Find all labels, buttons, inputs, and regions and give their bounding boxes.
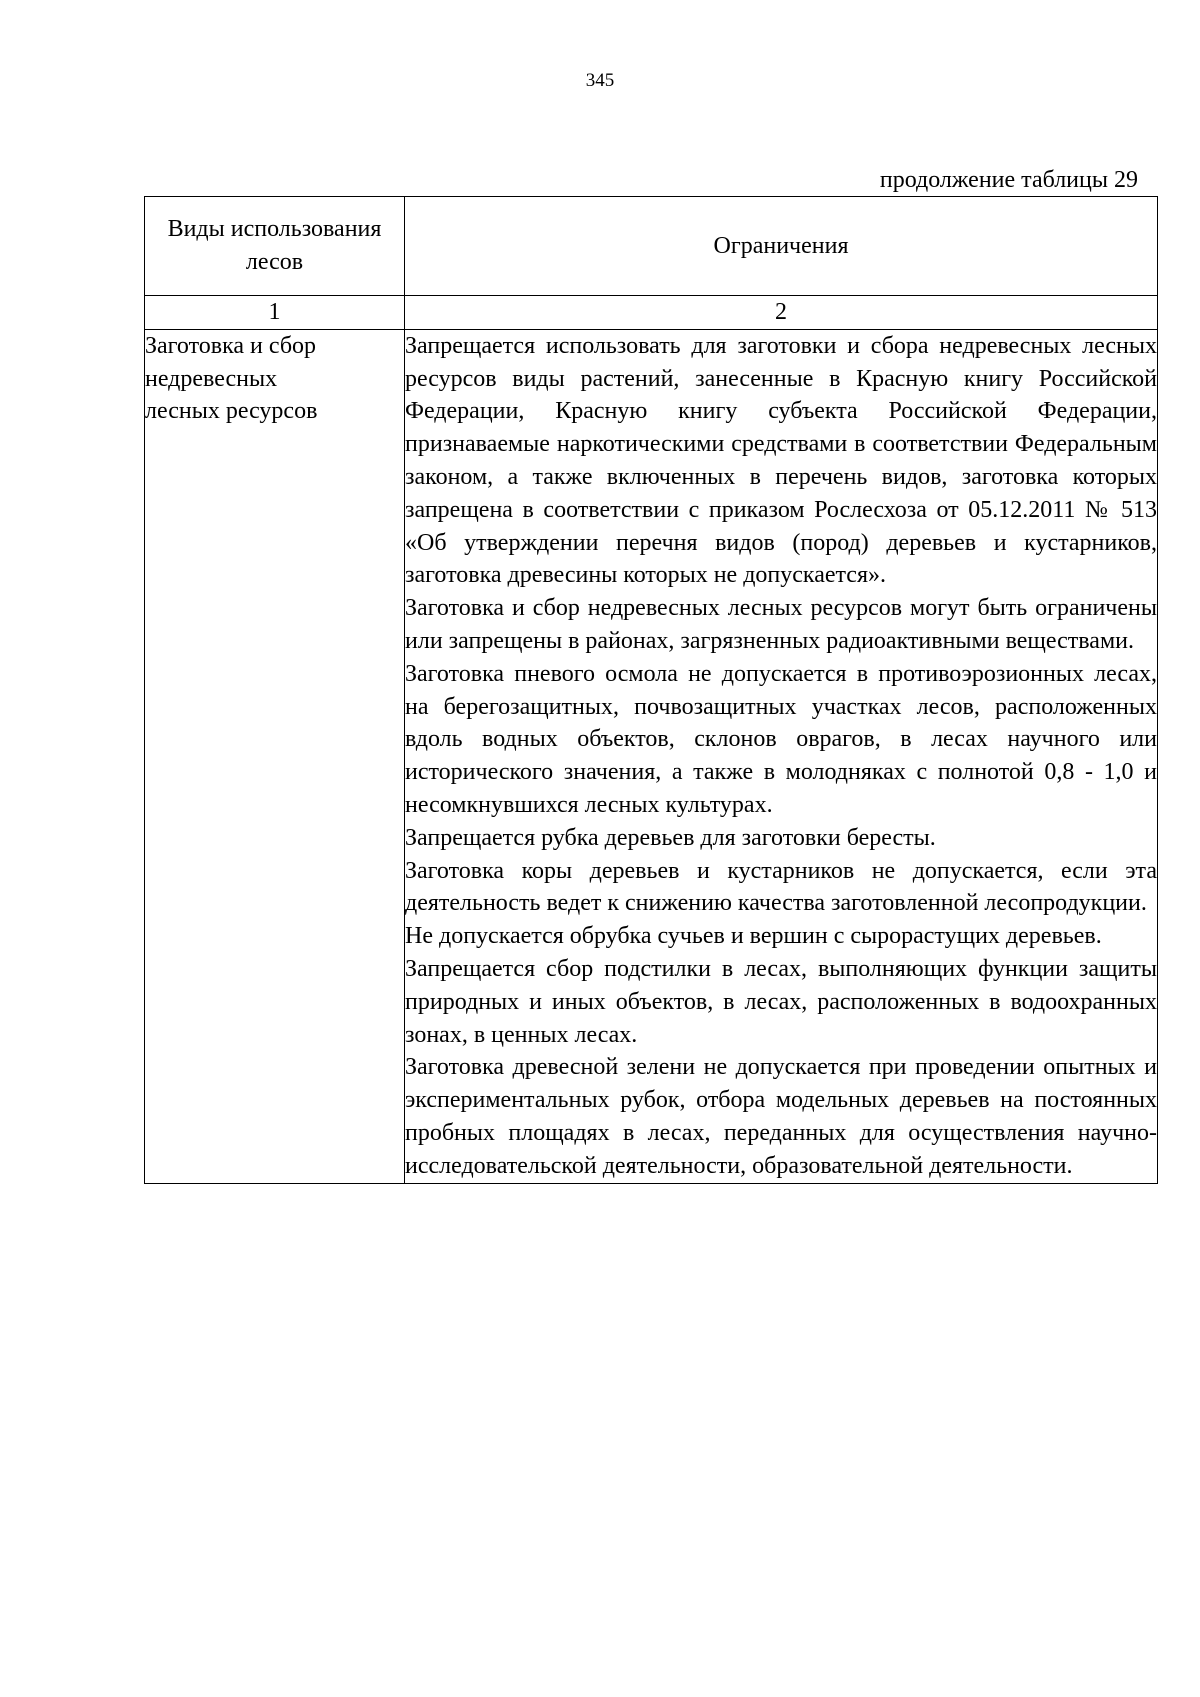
header-cell-use-types <box>145 197 405 296</box>
header-use-types: Виды использования лесов <box>167 216 382 275</box>
restrictions-cell <box>405 329 1158 1183</box>
column-number-row <box>145 296 1158 330</box>
use-type-line: недревесных <box>145 365 278 392</box>
restriction-paragraph: Запрещается сбор подстилки в лесах, выполняющих функции защиты природных и иных объектов, в лесах, расположенных в водоохранных зонах, в ценных лесах. <box>405 955 1157 1048</box>
page-number: 345 <box>585 70 615 91</box>
header-cell-restrictions <box>405 197 1158 296</box>
restrictions-table <box>144 196 1158 1184</box>
column-number-2: 2 <box>405 296 1158 330</box>
restriction-paragraph: Запрещается рубка деревьев для заготовки бересты. <box>405 824 936 851</box>
table-header-row <box>145 197 1158 296</box>
restriction-paragraph: Запрещается использовать для заготовки и сбора недревесных лесных ресурсов виды растений, занесенные в Красную книгу Российской Федерации, Красную книгу субъекта Российской Федерации, признаваемые наркотическими средствами в соответствии Федеральным законом, а также включенных в перечень видов, заготовка которых запрещена в соответствии с приказом Рослесхоза от 05.12.2011 № 513 «Об утверждении перечня видов (пород) деревьев и кустарников, заготовка древесины которых не допускается». <box>405 332 1157 589</box>
table-row <box>145 329 1158 1183</box>
use-type-cell <box>145 329 405 1183</box>
table-continuation-caption: продолжение таблицы 29 <box>879 167 1138 193</box>
restriction-paragraph: Заготовка пневого осмола не допускается в противоэрозионных лесах, на берегозащитных, почвозащитных участках лесов, расположенных вдоль водных объектов, склонов оврагов, в лесах научного или исторического значения, а также в молодняках с полнотой 0,8 - 1,0 и несомкнувшихся лесных культурах. <box>405 660 1157 818</box>
use-type-line: Заготовка и сбор <box>145 332 317 359</box>
use-type-line: лесных ресурсов <box>145 398 318 425</box>
restriction-paragraph: Не допускается обрубка сучьев и вершин с сырорастущих деревьев. <box>405 923 1102 950</box>
restriction-paragraph: Заготовка древесной зелени не допускается при проведении опытных и экспериментальных рубок, отбора модельных деревьев на постоянных пробных площадях в лесах, переданных для осуществления научно-исследовательской деятельности, образовательной деятельности. <box>405 1054 1157 1179</box>
restriction-paragraph: Заготовка коры деревьев и кустарников не допускается, если эта деятельность ведет к снижению качества заготовленной лесопродукции. <box>405 857 1157 917</box>
column-number-1: 1 <box>145 296 405 330</box>
header-restrictions: Ограничения <box>713 232 849 259</box>
restriction-paragraph: Заготовка и сбор недревесных лесных ресурсов могут быть ограничены или запрещены в районах, загрязненных радиоактивными веществами. <box>405 595 1157 654</box>
